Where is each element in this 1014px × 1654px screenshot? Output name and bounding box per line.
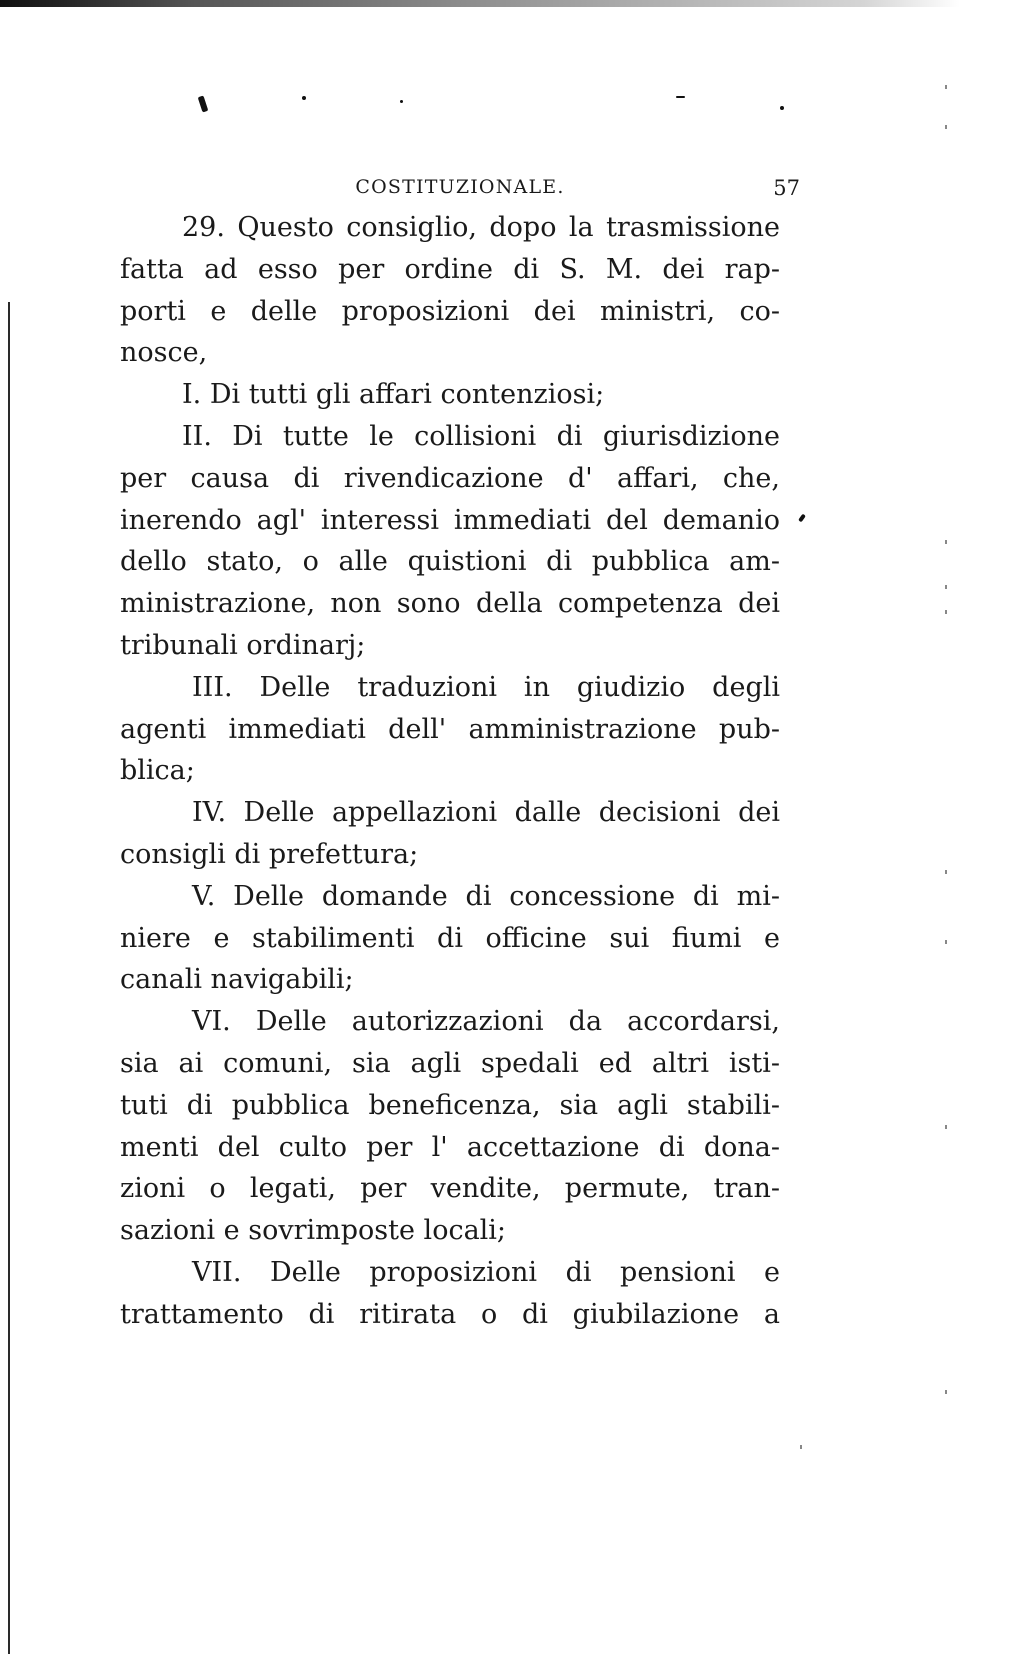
running-head: COSTITUZIONALE. xyxy=(355,176,565,198)
edge-mark xyxy=(800,1445,802,1449)
text-line: VI. Delle autorizzazioni da accordarsi, xyxy=(192,1006,780,1038)
ink-speck xyxy=(780,106,784,110)
page-header xyxy=(120,176,800,206)
ink-speck xyxy=(798,514,806,523)
edge-mark xyxy=(945,870,947,874)
edge-mark xyxy=(945,1390,947,1394)
text-line: sia ai comuni, sia agli spedali ed altri isti- xyxy=(120,1047,780,1079)
text-line: inerendo agl' interessi immediati del demanio xyxy=(120,504,780,536)
text-line: sazioni e sovrimposte locali; xyxy=(120,1215,507,1247)
text-line: tuti di pubblica beneficenza, sia agli stabili- xyxy=(120,1089,780,1121)
page-number: 57 xyxy=(773,176,800,200)
ink-speck xyxy=(676,96,685,98)
text-line: fatta ad esso per ordine di S. M. dei rap- xyxy=(120,253,780,285)
text-line: I. Di tutti gli affari contenziosi; xyxy=(182,379,605,411)
ink-speck xyxy=(198,95,209,112)
ink-speck xyxy=(302,96,306,100)
text-line: 29. Questo consiglio, dopo la trasmissione xyxy=(182,212,780,243)
ink-speck xyxy=(400,100,403,103)
edge-mark xyxy=(945,940,947,944)
text-line: IV. Delle appellazioni dalle decisioni dei xyxy=(192,797,780,829)
text-line: II. Di tutte le collisioni di giurisdizione xyxy=(182,420,780,452)
text-line: trattamento di ritirata o di giubilazione a xyxy=(120,1298,780,1330)
edge-mark xyxy=(945,125,947,129)
text-line: dello stato, o alle quistioni di pubblica am- xyxy=(120,546,780,578)
text-line: blica; xyxy=(120,755,195,787)
text-line: nosce, xyxy=(120,337,208,369)
text-line: VII. Delle proposizioni di pensioni e xyxy=(192,1256,780,1288)
scan-edge-top xyxy=(0,0,960,7)
text-line: agenti immediati dell' amministrazione pub- xyxy=(120,713,780,745)
edge-mark xyxy=(945,1125,947,1129)
text-line: V. Delle domande di concessione di mi- xyxy=(192,880,780,912)
text-line: porti e delle proposizioni dei ministri, co- xyxy=(120,295,780,327)
scan-edge-left xyxy=(8,302,10,1654)
edge-mark xyxy=(945,540,947,544)
text-line: per causa di rivendicazione d' affari, che, xyxy=(120,462,780,494)
edge-mark xyxy=(945,585,947,589)
edge-mark xyxy=(945,610,947,614)
text-line: canali navigabili; xyxy=(120,964,354,996)
text-line: ministrazione, non sono della competenza dei xyxy=(120,588,780,620)
text-line: zioni o legati, per vendite, permute, tran- xyxy=(120,1173,780,1205)
text-line: menti del culto per l' accettazione di dona- xyxy=(120,1131,780,1163)
text-line: niere e stabilimenti di officine sui fiumi e xyxy=(120,922,780,954)
text-line: tribunali ordinarj; xyxy=(120,629,366,661)
body-text xyxy=(120,207,780,1336)
text-line: III. Delle traduzioni in giudizio degli xyxy=(192,671,780,703)
text-line: consigli di prefettura; xyxy=(120,838,419,870)
edge-mark xyxy=(945,85,947,89)
